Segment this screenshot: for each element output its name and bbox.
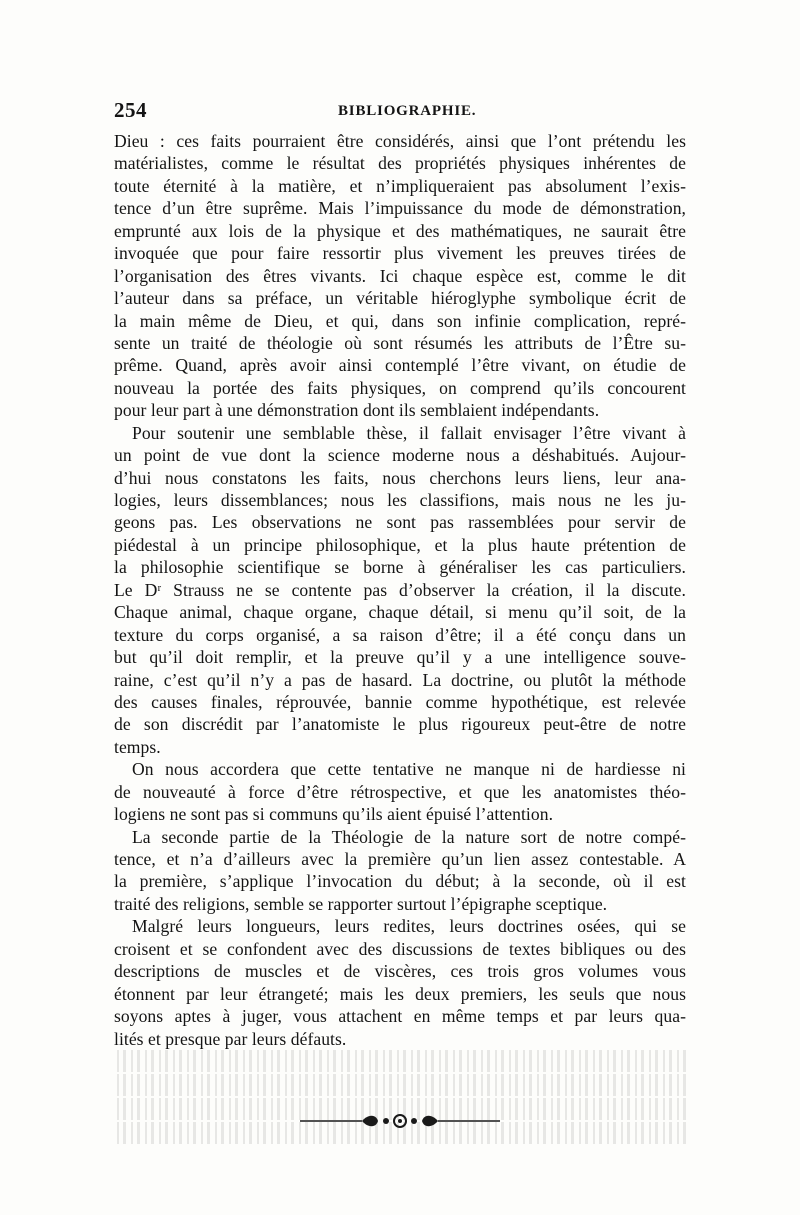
text-line: toute éternité à la matière, et n’impliqueraient pas absolument l’exis- — [114, 175, 686, 196]
text-line: geons pas. Les observations ne sont pas rassemblées pour servir de — [114, 512, 686, 533]
text-line: étonnent par leur étrangeté; mais les deux premiers, les seuls que nous — [114, 983, 686, 1004]
paragraph-start-line: Malgré leurs longueurs, leurs redites, leurs doctrines osées, qui se — [132, 916, 686, 937]
paragraph-start-line: Pour soutenir une semblable thèse, il fallait envisager l’être vivant à — [132, 422, 686, 443]
text-line: l’organisation des êtres vivants. Ici chaque espèce est, comme le dit — [114, 265, 686, 286]
text-line: texture du corps organisé, a sa raison d’être; il a été conçu dans un — [114, 624, 686, 645]
text-line: piédestal à un principe philosophique, et la plus haute prétention de — [114, 534, 686, 555]
text-line: pour leur part à une démonstration dont ils semblaient indépendants. — [114, 400, 600, 421]
text-line: tence, et n’a d’ailleurs avec la première qu’un lien assez contestable. A — [114, 849, 686, 869]
text-line: l’auteur dans sa préface, un véritable hiéroglyphe symbolique écrit de — [114, 288, 686, 309]
text-line: traité des religions, semble se rapporter surtout l’épigraphe sceptique. — [114, 893, 608, 914]
end-ornament — [300, 1106, 500, 1136]
text-line: logies, leurs dissemblances; nous les classifions, mais nous ne les ju- — [114, 490, 686, 510]
text-line: croisent et se confondent avec des discussions de textes bibliques ou des — [114, 938, 686, 959]
text-line: Chaque animal, chaque organe, chaque détail, si menu qu’il soit, de la — [114, 602, 686, 623]
text-line: descriptions de muscles et de viscères, ces trois gros volumes vous — [114, 961, 686, 982]
text-line: la philosophie scientifique se borne à généraliser les cas particuliers. — [114, 557, 686, 578]
fleuron-icon — [300, 1106, 500, 1136]
text-line: d’hui nous constatons les faits, nous cherchons leurs liens, leur ana- — [114, 467, 686, 488]
text-line: un point de vue dont la science moderne nous a déshabitués. Aujour- — [114, 445, 686, 466]
paragraph-start-line: La seconde partie de la Théologie de la nature sort de notre compé- — [132, 826, 686, 847]
text-line: matérialistes, comme le résultat des propriétés physiques inhérentes de — [114, 153, 686, 174]
text-line: logiens ne sont pas si communs qu’ils aient épuisé l’attention. — [114, 804, 554, 825]
text-line: Dieu : ces faits pourraient être considérés, ainsi que l’ont prétendu les — [114, 131, 686, 151]
text-line: emprunté aux lois de la physique et des mathématiques, ne saurait être — [114, 220, 686, 241]
text-line: tence d’un être suprême. Mais l’impuissance du mode de démonstration, — [114, 198, 686, 219]
text-line: des causes finales, réprouvée, bannie comme hypothétique, est relevée — [114, 691, 686, 712]
running-head: BIBLIOGRAPHIE. — [338, 103, 477, 119]
text-line: lités et presque par leurs défauts. — [114, 1028, 347, 1049]
text-line: la première, s’applique l’invocation du début; à la seconde, où il est — [114, 871, 686, 892]
page-header — [114, 98, 686, 128]
body-text — [114, 130, 686, 1050]
text-line: Le Dʳ Strauss ne se contente pas d’observer la création, il la discute. — [114, 579, 686, 600]
text-line: de son discrédit par l’anatomiste le plus rigoureux peut-être de notre — [114, 714, 686, 735]
paragraph-start-line: On nous accordera que cette tentative ne manque ni de hardiesse ni — [132, 759, 686, 780]
text-line: la main même de Dieu, et qui, dans son infinie complication, repré- — [114, 310, 686, 331]
text-line: temps. — [114, 736, 161, 757]
page-number: 254 — [114, 98, 147, 122]
text-line: prême. Quand, après avoir ainsi contemplé l’être vivant, on étudie de — [114, 355, 686, 376]
text-line: but qu’il doit remplir, et la preuve qu’il y a une intelligence souve- — [114, 647, 686, 668]
text-line: de nouveauté à force d’être rétrospective, et que les anatomistes théo- — [114, 781, 686, 802]
text-line: invoquée que pour faire ressortir plus vivement les preuves tirées de — [114, 243, 686, 264]
text-line: raine, c’est qu’il n’y a pas de hasard. La doctrine, ou plutôt la méthode — [114, 669, 686, 690]
text-line: sente un traité de théologie où sont résumés les attributs de l’Être su- — [114, 332, 686, 353]
text-line: nouveau la portée des faits physiques, on comprend qu’ils concourent — [114, 377, 686, 398]
text-line: soyons aptes à juger, vous attachent en même temps et par leurs qua- — [114, 1006, 686, 1027]
